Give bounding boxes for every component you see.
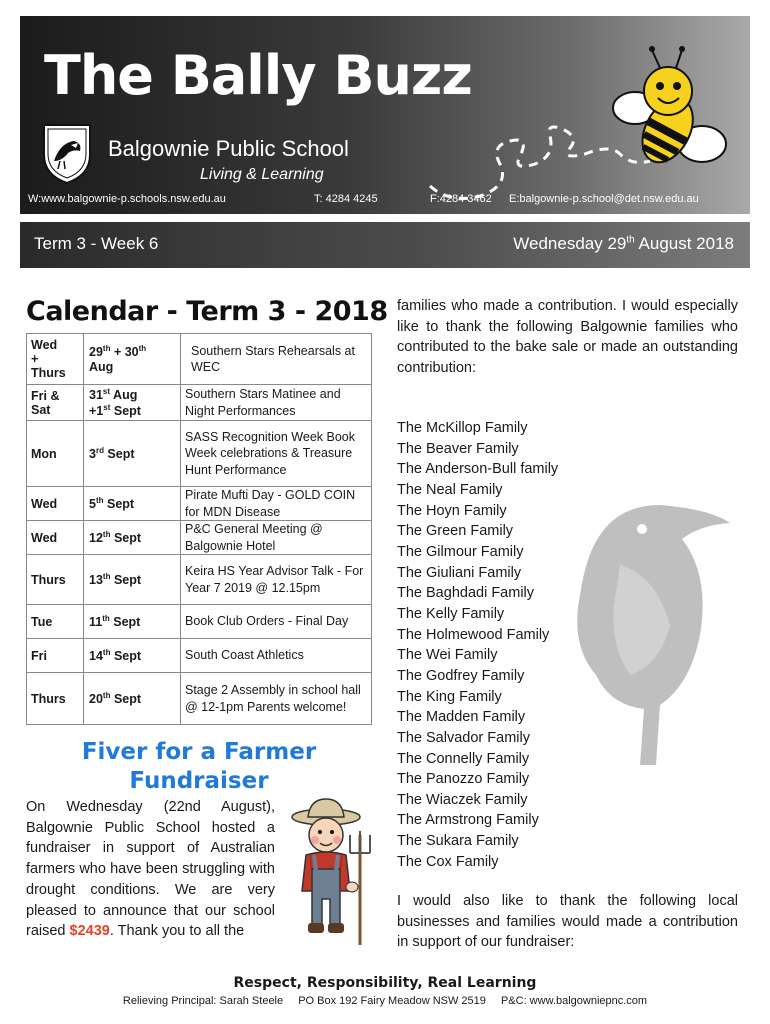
date-sup: st (102, 387, 111, 397)
families-list (397, 418, 558, 872)
table-row (27, 639, 372, 673)
phone-contact: T: 4284 4245 (314, 193, 378, 205)
calendar-table (26, 333, 372, 725)
school-motto: Living & Learning (200, 166, 324, 183)
family-item: The Connelly Family (397, 750, 530, 767)
farmer-illustration-icon (286, 795, 376, 955)
table-row (27, 605, 372, 639)
header-banner (20, 16, 750, 214)
family-item: The Armstrong Family (397, 812, 539, 829)
day-cell (27, 555, 84, 605)
date-cell (84, 385, 181, 421)
day-cell (27, 385, 84, 421)
date-text: Sept (110, 649, 142, 664)
issue-date-month-year: August 2018 (634, 234, 734, 253)
family-item: The Green Family (397, 523, 514, 540)
footer-principal: Relieving Principal: Sarah Steele (122, 995, 284, 1007)
date-cell (84, 555, 181, 605)
family-item: The Giuliani Family (397, 564, 522, 581)
day-text: Fri & (31, 388, 60, 403)
event-cell: Southern Stars Matinee and Night Performances (181, 385, 372, 421)
date-text: Aug (110, 388, 138, 403)
date-text: Sept (103, 497, 135, 512)
table-row (27, 555, 372, 605)
table-row (27, 421, 372, 487)
date-cell (84, 605, 181, 639)
day-text: Thurs (31, 572, 66, 587)
family-item: The Beaver Family (397, 440, 519, 457)
date-text: 29 (89, 345, 103, 360)
day-cell (27, 639, 84, 673)
table-row (27, 673, 372, 725)
date-text: 20 (89, 692, 103, 707)
table-row (27, 334, 372, 385)
fiver-heading (26, 738, 372, 796)
family-item: The Cox Family (397, 853, 499, 870)
fiver-text: On Wednesday (22nd August), Balgownie Public School hosted a fundraiser in support of Australian farmers who have been struggling with drought conditions. We are very pleased to announce that our school raised (26, 799, 275, 940)
day-cell (27, 673, 84, 725)
date-sup: th (95, 495, 104, 505)
date-sup: th (102, 647, 111, 657)
day-cell (27, 521, 84, 555)
table-row (27, 521, 372, 555)
date-cell (84, 673, 181, 725)
issue-date-sup: th (626, 234, 635, 246)
family-item: The Sukara Family (397, 833, 519, 850)
date-text: Sept (110, 403, 141, 418)
day-text: Wed (31, 530, 58, 545)
date-sup: th (102, 571, 111, 581)
day-cell (27, 605, 84, 639)
table-row (27, 385, 372, 421)
fiver-heading-line: Fiver for a Farmer (81, 739, 317, 765)
family-item: The King Family (397, 688, 502, 705)
event-cell: SASS Recognition Week Book Week celebrations & Treasure Hunt Performance (181, 421, 372, 487)
day-text: Fri (31, 648, 47, 663)
date-text: Sept (110, 692, 142, 707)
date-sup: st (103, 402, 111, 412)
family-item: The Anderson-Bull family (397, 461, 559, 478)
fiver-paragraph (26, 797, 275, 942)
issue-date-day: Wednesday 29 (513, 234, 627, 253)
date-sup: th (138, 344, 147, 354)
day-text: Mon (31, 446, 57, 461)
date-text: 14 (89, 649, 103, 664)
date-text: 31 (89, 388, 103, 403)
day-text: + (31, 352, 39, 366)
date-text: Sept (109, 615, 141, 630)
date-text: 13 (89, 573, 103, 588)
event-cell: P&C General Meeting @ Balgownie Hotel (181, 521, 372, 555)
date-sup: th (102, 529, 111, 539)
date-text: +1 (89, 403, 104, 418)
family-item: The Madden Family (397, 709, 526, 726)
date-sup: rd (95, 445, 104, 455)
school-name: Balgownie Public School (108, 136, 349, 161)
day-text: Sat (31, 402, 51, 417)
family-item: The Baghdadi Family (397, 585, 535, 602)
family-item: The Kelly Family (397, 605, 505, 622)
thanks-intro: families who made a contribution. I would especially like to thank the following Balgownie families who contributed to the bake sale or made an outstanding contribution: (397, 298, 738, 377)
date-cell (84, 334, 181, 385)
date-cell (84, 421, 181, 487)
date-text: + 30 (110, 345, 139, 360)
day-cell (27, 487, 84, 521)
calendar-heading: Calendar - Term 3 - 2018 (26, 296, 388, 327)
fax-contact: F:4284 3462 (430, 193, 492, 205)
day-text: Wed (31, 496, 58, 511)
fiver-text: . Thank you to all the (109, 923, 245, 940)
family-item: The Wei Family (397, 647, 498, 664)
website-contact: W:www.balgownie-p.schools.nsw.edu.au (28, 193, 226, 205)
footer-motto: Respect, Responsibility, Real Learning (233, 975, 537, 991)
family-item: The Hoyn Family (397, 502, 507, 519)
family-item: The Wiaczek Family (397, 791, 528, 808)
event-cell: South Coast Athletics (181, 639, 372, 673)
event-cell: Stage 2 Assembly in school hall @ 12-1pm Parents welcome! (181, 673, 372, 725)
family-item: The Neal Family (397, 481, 503, 498)
date-text: 11 (89, 615, 103, 630)
table-row (27, 487, 372, 521)
date-sup: th (102, 344, 111, 354)
amount-raised: $2439 (69, 923, 110, 940)
newsletter-title: The Bally Buzz (44, 44, 472, 107)
date-cell (84, 639, 181, 673)
day-cell (27, 421, 84, 487)
day-text: Tue (31, 614, 53, 629)
event-cell: Pirate Mufti Day - GOLD COIN for MDN Disease (181, 487, 372, 521)
term-week-bar (20, 222, 750, 268)
date-sup: th (102, 613, 110, 623)
term-week-label: Term 3 - Week 6 (34, 234, 159, 253)
date-text: Sept (110, 531, 142, 546)
footer-pc-link[interactable]: P&C: www.balgowniepnc.com (500, 995, 648, 1007)
date-text: 5 (89, 497, 96, 512)
date-text: Sept (103, 447, 135, 462)
footer-info (0, 995, 770, 1007)
footer-address: PO Box 192 Fairy Meadow NSW 2519 (298, 995, 486, 1007)
email-contact: E:balgownie-p.school@det.nsw.edu.au (509, 193, 699, 205)
date-text: Sept (110, 573, 142, 588)
magpie-emblem-icon (560, 495, 735, 775)
family-item: The Salvador Family (397, 729, 530, 746)
issue-date (513, 234, 734, 254)
bee-illustration-icon (420, 36, 740, 211)
event-cell: Keira HS Year Advisor Talk - For Year 7 2019 @ 12.15pm (181, 555, 372, 605)
day-text: Wed (31, 338, 58, 352)
school-crest-logo (38, 121, 96, 185)
event-cell: Book Club Orders - Final Day (181, 605, 372, 639)
day-text: Thurs (31, 366, 66, 380)
thanks-outro: I would also like to thank the following local businesses and families would made a contribution in support of our fundraiser: (397, 893, 738, 951)
event-cell: Southern Stars Rehearsals at WEC (181, 334, 372, 385)
date-cell (84, 487, 181, 521)
family-item: The Holmewood Family (397, 626, 550, 643)
family-item: The Godfrey Family (397, 667, 525, 684)
day-text: Thurs (31, 691, 66, 706)
date-text: Aug (89, 359, 114, 374)
date-sup: th (102, 690, 111, 700)
day-cell (27, 334, 84, 385)
family-item: The Panozzo Family (397, 771, 530, 788)
family-item: The McKillop Family (397, 420, 528, 436)
date-text: 12 (89, 531, 103, 546)
date-cell (84, 521, 181, 555)
fiver-heading-line: Fundraiser (129, 768, 269, 794)
date-text: 3 (89, 447, 96, 462)
family-item: The Gilmour Family (397, 543, 524, 560)
